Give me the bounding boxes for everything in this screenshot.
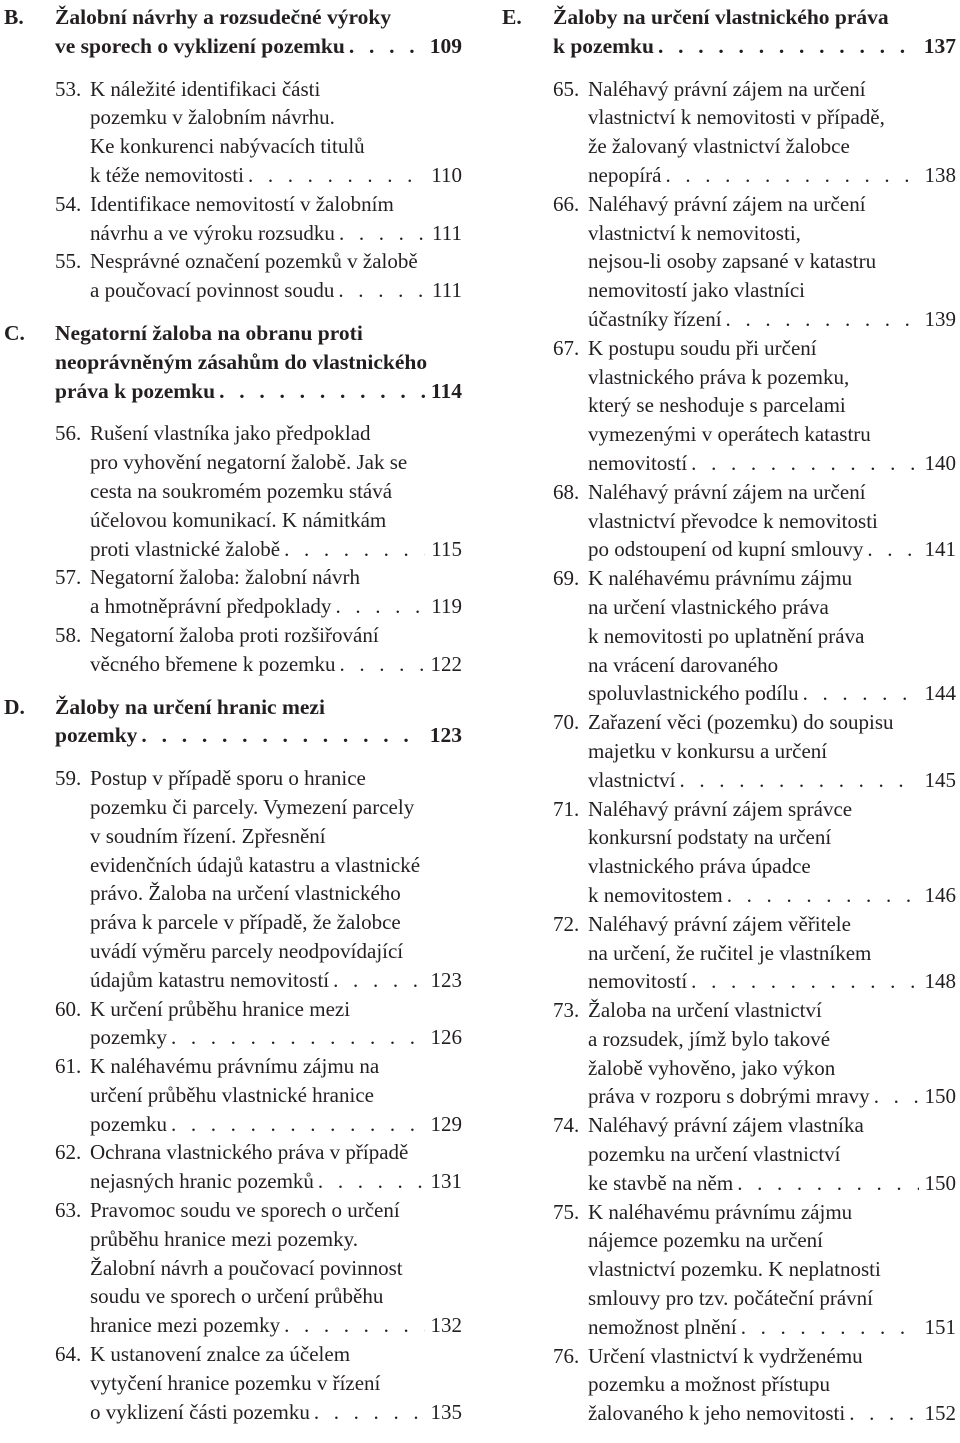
page-number: 111 [432,220,462,245]
entry-number: 67. [553,335,580,360]
entry-line: Zařazení věci (pozemku) do soupisu [588,710,894,735]
leader-dots [334,276,426,305]
entry-line: nájemce pozemku na určení [588,1228,823,1253]
page-number: 152 [924,1401,956,1426]
entry-line: Ke konkurenci nabývacích titulů [90,134,365,159]
entry-lastline [90,219,462,248]
page-number: 126 [430,1025,462,1050]
entry-text: hranice mezi pozemky [90,1313,281,1338]
section-letter: D. [4,694,25,719]
toc-entry [502,334,956,478]
toc-entry [4,247,462,305]
entry-line: Naléhavý právní zájem věřitele [588,911,851,936]
entry-number: 70. [553,710,580,735]
entry-text: věcného břemene k pozemku [90,651,336,676]
entry-line: K náležité identifikaci části [90,76,321,101]
leader-dots [345,32,424,61]
entry-line: soudu ve sporech o určení průběhu [90,1284,384,1309]
entry-body [90,563,462,621]
entry-body [90,1340,462,1426]
entry-text: údajům katastru nemovitostí [90,967,330,992]
entry-number: 72. [553,911,580,936]
section-letter: C. [4,320,25,345]
entry-body [90,1196,462,1340]
entry-text: k nemovitostem [588,882,723,907]
section-title [553,3,956,61]
leader-dots [314,1167,425,1196]
entry-number: 65. [553,76,580,101]
entry-lastline [588,1169,956,1198]
toc-entry [502,795,956,910]
entry-number: 56. [55,421,82,446]
toc-entry [4,764,462,994]
page-number: 109 [429,33,462,58]
entry-number: 63. [55,1198,82,1223]
entry-line: na určení, že ručitel je vlastníkem [588,940,872,965]
entry-lastline [588,766,956,795]
entry-line: Ochrana vlastnického práva v případě [90,1140,409,1165]
section-title-lastline [55,721,462,750]
entry-line: účelovou komunikací. K námitkám [90,507,387,532]
leader-dots [687,449,918,478]
entry-lastline [588,449,956,478]
entry-lastline [588,161,956,190]
toc-entry [4,995,462,1053]
entry-lastline [90,1311,462,1340]
entry-text: práva v rozporu s dobrými mravy [588,1084,870,1109]
entry-line: na vrácení darovaného [588,652,779,677]
entry-line: průběhu hranice mezi pozemky. [90,1226,359,1251]
entry-body [588,334,956,478]
entry-line: vymezenými v operátech katastru [588,422,871,447]
toc-entry [502,1111,956,1197]
entry-number: 73. [553,998,580,1023]
entry-body [90,621,462,679]
entry-lastline [588,679,956,708]
entry-text: proti vlastnické žalobě [90,536,281,561]
toc-entry [502,75,956,190]
page-number: 150 [924,1170,956,1195]
toc-entry [4,1340,462,1426]
leader-dots [215,377,425,406]
entry-line: smlouvy pro tzv. počáteční právní [588,1286,873,1311]
entry-text: pozemku [90,1111,167,1136]
page-number: 150 [924,1084,956,1109]
section-gap [4,305,462,319]
page-number: 148 [924,969,956,994]
entry-text: nemožnost plnění [588,1314,737,1339]
entry-line: Nesprávné označení pozemků v žalobě [90,249,418,274]
entry-number: 66. [553,191,580,216]
entry-line: určení průběhu vlastnické hranice [90,1082,374,1107]
entry-line: konkursní podstaty na určení [588,825,832,850]
toc-entry [502,1342,956,1428]
entry-body [588,708,956,794]
entry-lastline [90,650,462,679]
entry-text: ke stavbě na něm [588,1170,734,1195]
page-number: 145 [924,767,956,792]
page-number: 123 [430,967,462,992]
toc-entry [502,910,956,996]
leader-dots [676,766,919,795]
entry-lastline [588,1313,956,1342]
entry-line: K naléhavému právnímu zájmu [588,566,853,591]
entry-body [588,996,956,1111]
entry-line: na určení vlastnického práva [588,594,829,619]
leader-dots [280,535,425,564]
page-number: 111 [432,278,462,303]
entry-line: K určení průběhu hranice mezi [90,996,351,1021]
entry-line: práva k parcele v případě, že žalobce [90,910,401,935]
leader-dots [722,305,919,334]
entry-lastline [90,1167,462,1196]
entry-text: k téže nemovitosti [90,162,244,187]
toc-entry [502,1198,956,1342]
entry-number: 59. [55,766,82,791]
entry-body [90,1138,462,1196]
entry-line: pro vyhovění negatorní žalobě. Jak se [90,450,408,475]
section-letter: E. [502,5,522,29]
entry-body [588,478,956,564]
entry-line: pozemku a možnost přístupu [588,1372,831,1397]
toc-entry [4,190,462,248]
entry-body [588,1198,956,1342]
entry-line: uvádí výměru parcely neodpovídající [90,938,404,963]
entry-lastline [588,535,956,564]
page-number: 151 [924,1314,956,1339]
leader-dots [310,1398,425,1427]
page-number: 138 [924,162,956,187]
section-title [55,319,462,405]
toc-entry [4,1138,462,1196]
section-title-line: Negatorní žaloba na obranu proti [55,320,363,345]
toc-entry [4,621,462,679]
entry-body [90,247,462,305]
leader-dots [863,535,918,564]
entry-line: majetku v konkursu a určení [588,738,828,763]
entry-number: 61. [55,1054,82,1079]
leader-dots [845,1399,918,1428]
entry-lastline [90,1023,462,1052]
section-title-lastline [55,377,462,406]
leader-dots [723,881,919,910]
entry-body [90,419,462,563]
entry-body [588,1111,956,1197]
section-title [55,693,462,751]
entry-lastline [90,1398,462,1427]
entry-line: Negatorní žaloba proti rozšiřování [90,622,379,647]
toc-entry [502,564,956,708]
entry-line: žalobě vyhověno, jako výkon [588,1055,836,1080]
entry-lastline [90,276,462,305]
toc-section [4,693,462,1427]
entry-text: nemovitostí [588,450,688,475]
page-number: 114 [430,378,462,403]
entry-line: a rozsudek, jímž bylo takové [588,1026,831,1051]
leader-dots [335,650,424,679]
leader-dots [737,1313,919,1342]
toc-entry [4,75,462,190]
page-number: 122 [430,651,462,676]
section-title-text: ve sporech o vyklizení pozemku [55,33,345,58]
entry-line: Naléhavý právní zájem na určení [588,191,866,216]
section-title-lastline [55,32,462,61]
entry-text: spoluvlastnického podílu [588,681,799,706]
page-number: 135 [430,1399,462,1424]
entry-number: 64. [55,1342,82,1367]
entry-line: v soudním řízení. Zpřesnění [90,823,326,848]
entry-line: pozemku či parcely. Vymezení parcely [90,794,415,819]
entry-text: a poučovací povinnost soudu [90,278,335,303]
toc-column-right [502,3,956,1428]
entry-line: Žaloba na určení vlastnictví [588,998,822,1023]
entry-line: pozemku v žalobním návrhu. [90,105,335,130]
entry-line: K ustanovení znalce za účelem [90,1342,351,1367]
entry-text: pozemky [90,1025,167,1050]
entry-line: právo. Žaloba na určení vlastnického [90,881,401,906]
entry-line: k nemovitosti po uplatnění práva [588,623,865,648]
entry-line: Identifikace nemovitostí v žalobním [90,191,394,216]
entry-lastline [90,592,462,621]
entry-line: Naléhavý právní zájem na určení [588,479,866,504]
entry-line: vlastnictví pozemku. K neplatnosti [588,1257,881,1282]
page-number: 144 [924,681,956,706]
entry-number: 75. [553,1199,580,1224]
entry-text: žalovaného k jeho nemovitosti [588,1401,846,1426]
toc-section [502,3,956,1428]
leader-dots [687,967,918,996]
entry-line: K naléhavému právnímu zájmu na [90,1054,380,1079]
toc-section [4,319,462,679]
leader-dots [661,161,918,190]
entry-number: 58. [55,622,82,647]
leader-dots [331,592,425,621]
toc-section [4,3,462,305]
page-number: 146 [924,882,956,907]
page-number: 132 [430,1313,462,1338]
section-title-text: k pozemku [553,33,654,58]
entry-number: 53. [55,76,82,101]
section-title-text: pozemky [55,723,138,748]
toc-entry [4,1052,462,1138]
entry-line: K postupu soudu při určení [588,335,817,360]
entry-line: pozemku na určení vlastnictví [588,1142,841,1167]
entry-line: Naléhavý právní zájem vlastníka [588,1113,864,1138]
leader-dots [799,679,919,708]
entry-lastline [90,161,462,190]
toc-entry [4,563,462,621]
page-number: 119 [431,594,462,619]
entry-number: 54. [55,191,82,216]
entry-lastline [588,1399,956,1428]
entry-number: 57. [55,565,82,590]
entry-lastline [588,881,956,910]
entry-lastline [90,1110,462,1139]
section-title-line: neoprávněným zásahům do vlastnického [55,349,428,374]
toc-column-left [4,3,462,1426]
entry-text: po odstoupení od kupní smlouvy [588,537,864,562]
leader-dots [329,966,424,995]
entry-line: nemovitostí jako vlastníci [588,278,805,303]
entry-number: 69. [553,566,580,591]
entry-text: vlastnictví [588,767,676,792]
section-title-line: Žalobní návrhy a rozsudečné výroky [55,5,392,29]
entry-line: Určení vlastnictví k vydrženému [588,1343,863,1368]
entry-text: o vyklizení části pozemku [90,1399,310,1424]
entry-line: K naléhavému právnímu zájmu [588,1199,853,1224]
entry-body [90,75,462,190]
section-title-line: Žaloby na určení vlastnického práva [553,5,889,29]
leader-dots [335,219,426,248]
section-gap [4,679,462,693]
toc-entry [502,478,956,564]
entry-line: Postup v případě sporu o hranice [90,766,366,791]
entry-number: 76. [553,1343,580,1368]
entry-lastline [90,535,462,564]
leader-dots [244,161,425,190]
entry-line: vlastnického práva k pozemku, [588,364,850,389]
entry-lastline [588,967,956,996]
entry-body [588,1342,956,1428]
entry-line: vlastnického práva úpadce [588,854,811,879]
entry-body [90,1052,462,1138]
entry-text: návrhu a ve výroku rozsudku [90,220,335,245]
entry-body [90,190,462,248]
entry-body [588,795,956,910]
entry-number: 55. [55,249,82,274]
entry-lastline [588,1082,956,1111]
entry-body [90,764,462,994]
leader-dots [167,1110,425,1139]
entry-line: vytyčení hranice pozemku v řízení [90,1370,381,1395]
page-number: 139 [924,306,956,331]
leader-dots [870,1082,919,1111]
entry-line: Negatorní žaloba: žalobní návrh [90,565,360,590]
entry-number: 62. [55,1140,82,1165]
entry-line: Pravomoc soudu ve sporech o určení [90,1198,400,1223]
page-number: 141 [924,537,956,562]
page-number: 123 [429,723,462,748]
entry-body [588,190,956,334]
entry-number: 74. [553,1113,580,1138]
toc-entry [502,708,956,794]
entry-number: 60. [55,996,82,1021]
toc-entry [502,190,956,334]
leader-dots [654,32,918,61]
entry-text: nemovitostí [588,969,688,994]
section-title-text: práva k pozemku [55,378,216,403]
entry-body [90,995,462,1053]
entry-body [588,75,956,190]
leader-dots [733,1169,918,1198]
entry-line: vlastnictví k nemovitosti v případě, [588,105,885,130]
toc-entry [4,419,462,563]
entry-line: který se neshoduje s parcelami [588,393,846,418]
entry-text: nepopírá [588,162,662,187]
entry-body [588,564,956,708]
entry-text: účastníky řízení [588,306,722,331]
entry-body [588,910,956,996]
entry-text: a hmotněprávní předpoklady [90,594,332,619]
entry-lastline [90,966,462,995]
leader-dots [167,1023,425,1052]
page-number: 110 [431,162,462,187]
entry-line: Rušení vlastníka jako předpoklad [90,421,371,446]
page-number: 129 [430,1111,462,1136]
entry-line: nejsou-li osoby zapsané v katastru [588,249,877,274]
entry-line: Naléhavý právní zájem správce [588,796,853,821]
entry-line: že žalovaný vlastnictví žalobce [588,134,850,159]
entry-line: vlastnictví k nemovitosti, [588,220,801,245]
entry-lastline [588,305,956,334]
entry-line: vlastnictví převodce k nemovitosti [588,508,878,533]
entry-text: nejasných hranic pozemků [90,1169,314,1194]
section-title-line: Žaloby na určení hranic mezi [55,694,325,719]
leader-dots [280,1311,424,1340]
section-title [55,3,462,61]
toc-entry [4,1196,462,1340]
entry-line: Žalobní návrh a poučovací povinnost [90,1255,403,1280]
entry-line: cesta na soukromém pozemku stává [90,478,393,503]
page-number: 140 [924,450,956,475]
entry-line: evidenčních údajů katastru a vlastnické [90,852,421,877]
leader-dots [137,721,423,750]
entry-number: 71. [553,796,580,821]
entry-line: Naléhavý právní zájem na určení [588,76,866,101]
page-number: 131 [430,1169,462,1194]
page-number: 137 [923,33,956,58]
entry-number: 68. [553,479,580,504]
page-number: 115 [431,536,462,561]
section-title-lastline [553,32,956,61]
section-letter: B. [4,5,24,29]
toc-entry [502,996,956,1111]
